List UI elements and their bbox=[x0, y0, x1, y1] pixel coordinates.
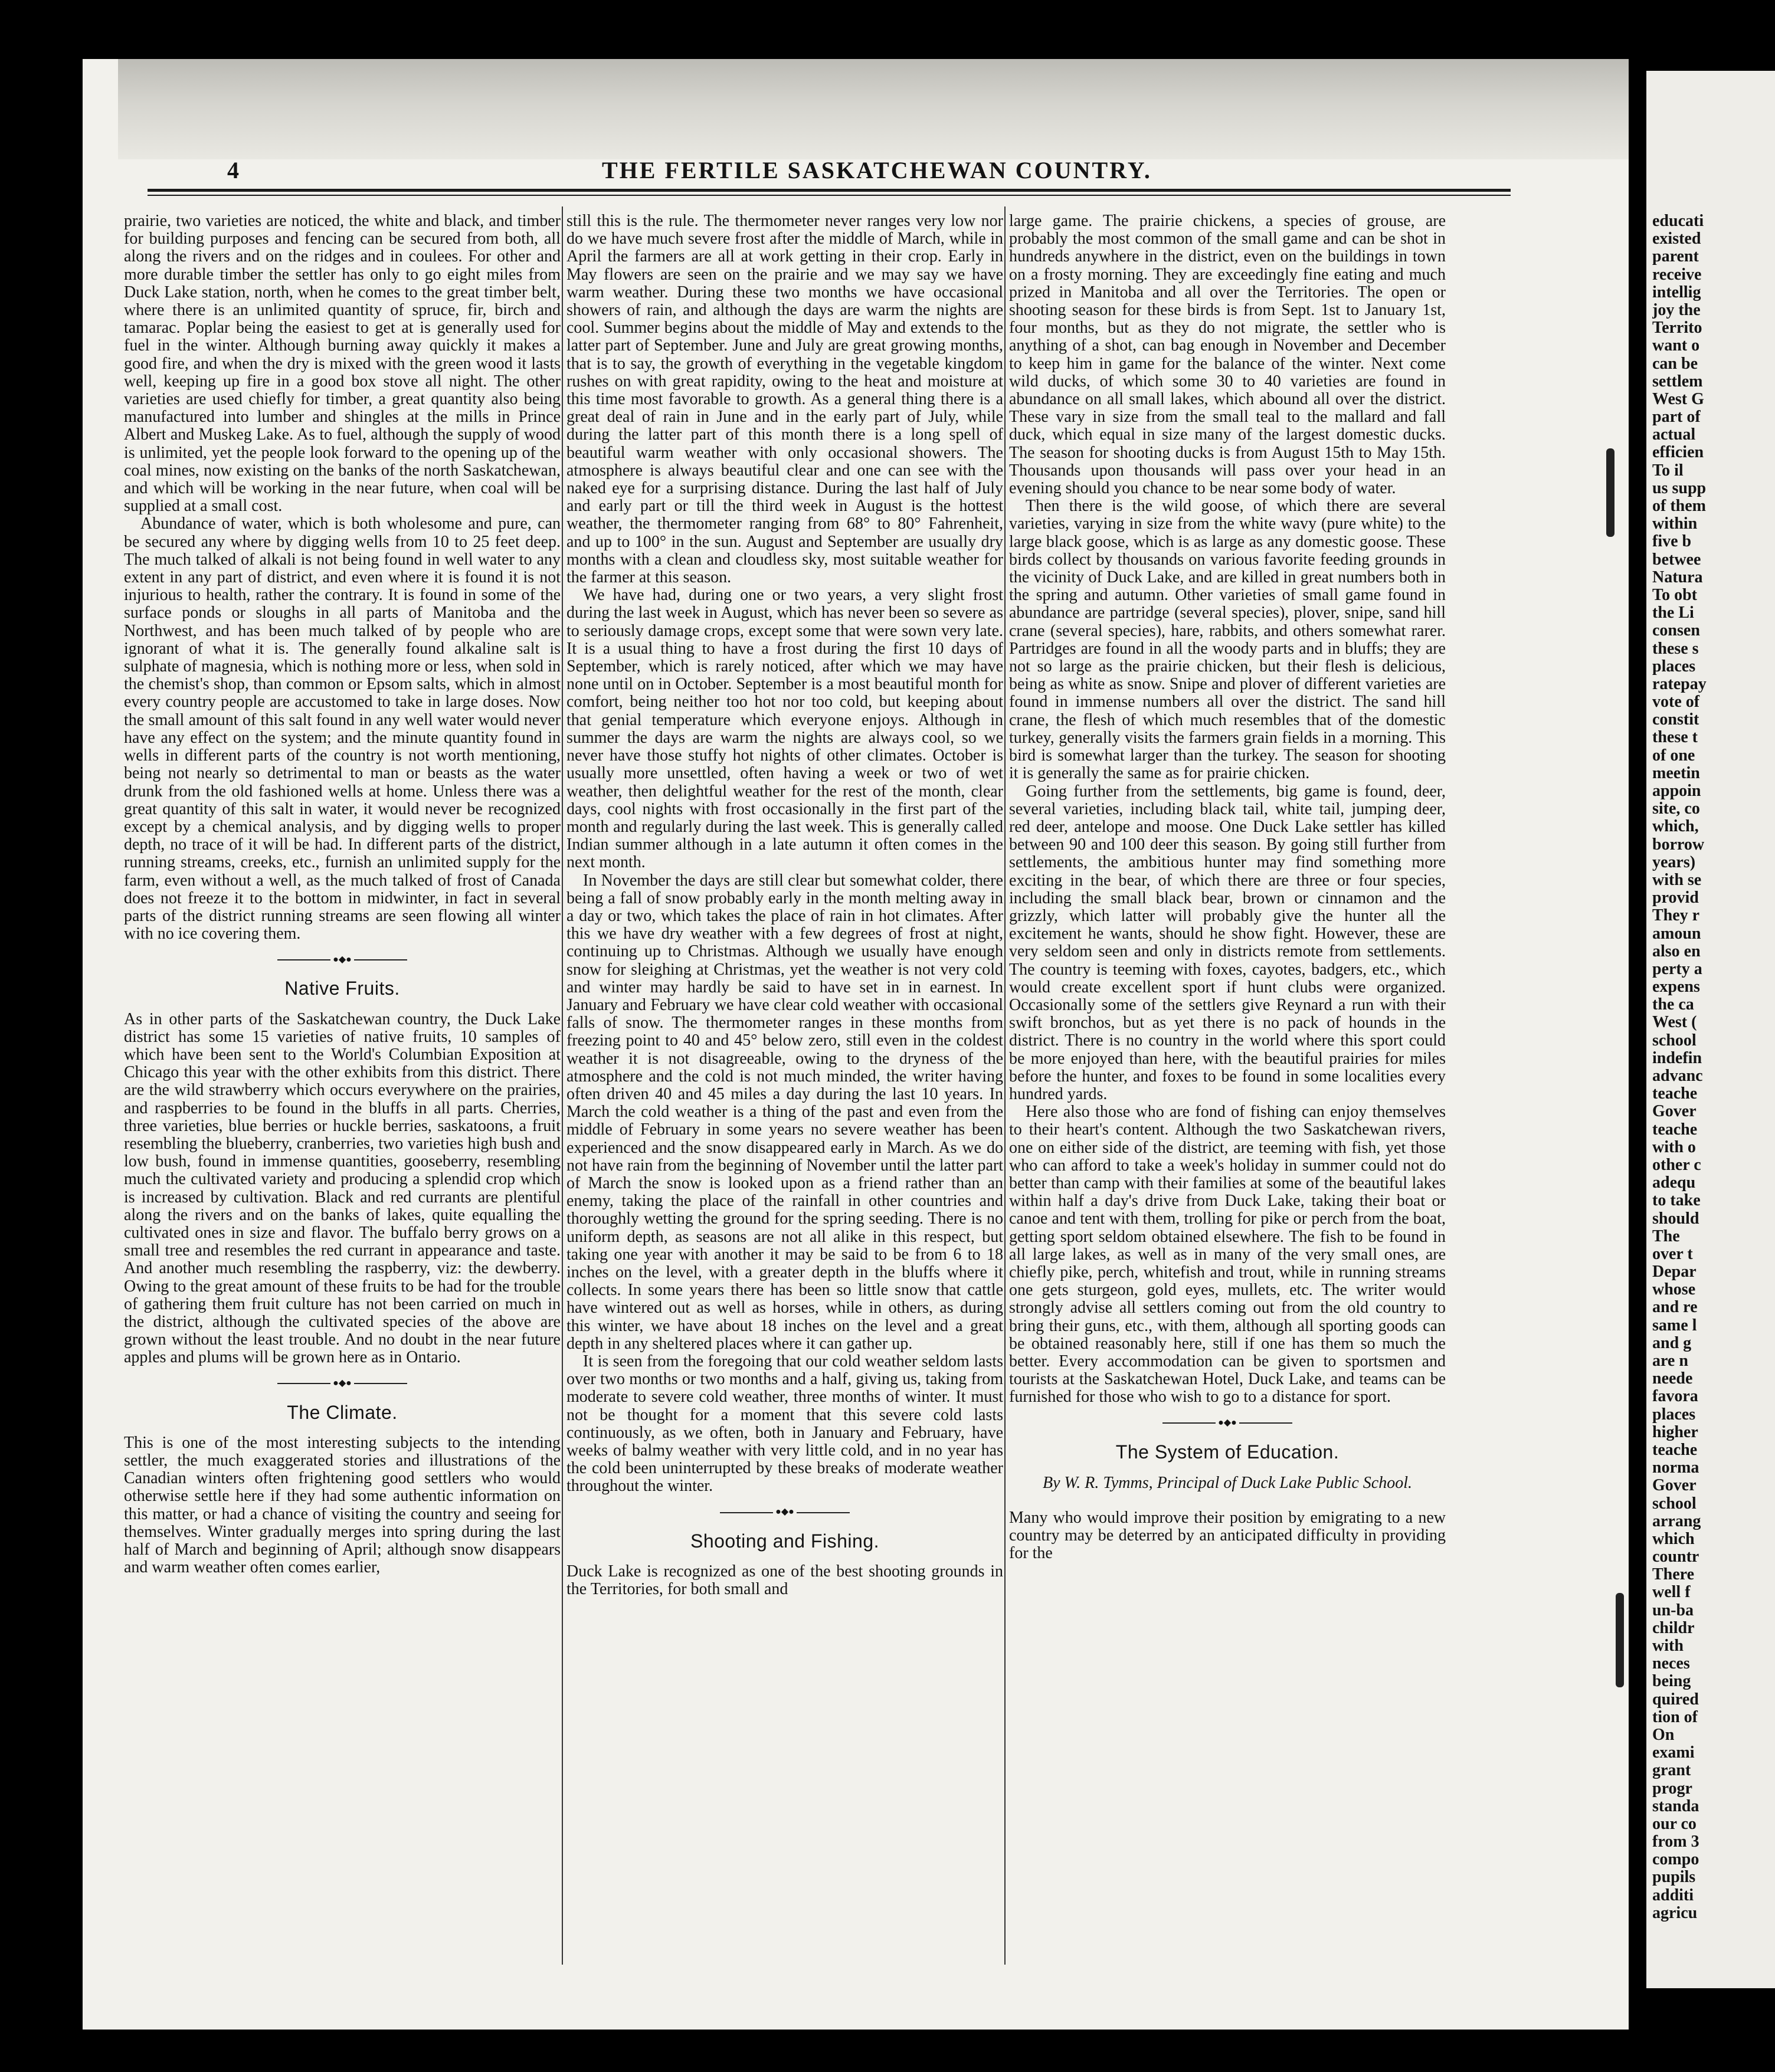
fragment-line: Gover bbox=[1652, 1103, 1697, 1121]
fragment-line: meetin bbox=[1652, 764, 1700, 782]
fragment-line: from 3 bbox=[1652, 1833, 1699, 1851]
fragment-line: quired bbox=[1652, 1690, 1699, 1709]
fragment-line: advanc bbox=[1652, 1067, 1703, 1085]
fragment-line: countr bbox=[1652, 1548, 1699, 1566]
fragment-line: ratepay bbox=[1652, 675, 1707, 693]
column-rule bbox=[1004, 206, 1006, 1965]
fragment-line: our co bbox=[1652, 1815, 1697, 1833]
paragraph: In November the days are still clear but somewhat colder, there being a fall of snow probably early in the month melting away in a day or two, which takes the place of rain in hot climates. After this we have dry weather with a few degrees of frost at night, continuing up to Christmas. Although we usually have enough snow for sleighing at Christmas, yet the weather is not very cold and winter may hardly be said to have set in in earnest. In January and February we have clear cold weather with occasional falls of snow. The thermometer ranges in these months from freezing point to 40 and 45° below zero, still even in the coldest weather it is not disagreeable, owing to the dryness of the atmosphere and the cold is not much minded, the writer having often driven 40 and 45 miles a day during the last 10 years. In March the cold weather is a thing of the past and even from the middle of February in some years no severe weather has been experienced and the snow disappeared early in March. As we do not have rain from the beginning of November until the latter part of March the snow is looked upon as a friend rather than an enemy, taking the place of the rainfall in other countries and thoroughly wetting the ground for the spring seeding. There is no uniform depth, as seasons are not all alike in this respect, but taking one year with another it may be said to be from 6 to 18 inches on the level, with a greater depth in the bluffs where it collects. In some years there has been so little snow that cattle have wintered out as well as horses, while in others, as during this winter, we have about 18 inches on the level and a great depth in any sheltered places where it can gather up. bbox=[566, 871, 1003, 1353]
paragraph: Then there is the wild goose, of which there are several varieties, varying in size from the white wavy (pure white) to the large black goose, which is as large as any domestic goose. These birds collect by thousands on various favorite feeding grounds in the vicinity of Duck Lake, and are killed in great numbers both in the spring and autumn. Other varieties of small game found in abundance are partridge (several species), plover, snipe, sand hill crane (several species), hare, rabbits, and others somewhat rarer. Partridges are found in all the woody parts and in bluffs; they are not so large as the prairie chicken, but their flesh is delicious, being as white as snow. Snipe and plover of different varieties are found in immense numbers all over the district. The sand hill crane, the flesh of which much resembles that of the domestic turkey, generally visits the farmers grain fields in a morning. This bird is somewhat larger than the turkey. The season for shooting it is generally the same as for prairie chicken. bbox=[1009, 497, 1446, 783]
fragment-line: arrang bbox=[1652, 1512, 1701, 1530]
fragment-line: intellig bbox=[1652, 283, 1701, 301]
fragment-line: should bbox=[1652, 1209, 1699, 1228]
fragment-line: expens bbox=[1652, 978, 1700, 996]
fragment-line: Natura bbox=[1652, 568, 1703, 586]
adjacent-page-fragments bbox=[1652, 212, 1770, 1922]
binding-clip-top bbox=[1606, 448, 1614, 537]
heading-the-climate: The Climate. bbox=[287, 1401, 398, 1423]
section-separator: ●◆● bbox=[1009, 1414, 1446, 1432]
fragment-line: educati bbox=[1652, 212, 1704, 230]
paragraph: Going further from the settlements, big game is found, deer, several varieties, including black tail, white tail, jumping deer, red deer, antelope and moose. One Duck Lake settler has killed between 90 and 100 deer this season. By going still further from settlements, the ambitious hunter may find something more exciting in the bear, of which there are three or four species, including the small black bear, brown or cinnamon and the grizzly, which latter will probably give the hunter all the excitement he wants, should he show fight. However, these are very seldom seen and only in districts remote from settlements. The country is teeming with foxes, cayotes, badgers, etc., which would create excellent sport if hunt clubs were organized. Occasionally some of the settlers give Reynard a run with their swift bronchos, but as yet there is no pack of hounds in the district. There is no country in the world where this sport could be more enjoyed than here, with the beautiful prairies for miles before the hunter, and foxes to be found in some localities every hundred yards. bbox=[1009, 782, 1446, 1103]
paragraph: Abundance of water, which is both wholesome and pure, can be secured any where by digging wells from 10 to 25 feet deep. The much talked of alkali is not being found in well water to any extent in any part of district, and even where it is found it is not injurious to health, rather the contrary. It is found in some of the surface ponds or sloughs in all parts of Manitoba and the Northwest, and has been much talked of by people who are ignorant of what it is. The generally found alkaline salt is sulphate of magnesia, which is nothing more or less, when sold in the chemist's shop, than common or Epsom salts, which in almost every country people are accustomed to take in large doses. Now the small amount of this salt found in any well water would never have any effect on the system; and the minute quantity found in wells in different parts of the country is not worth mentioning, being not nearly so detrimental to man or beasts as the water drunk from the old fashioned wells at home. Unless there was a great quantity of this salt in water, it would never be recognized except by a chemical analysis, and by digging wells to proper depth, no trace of it will be had. In different parts of the district, running streams, creeks, etc., furnish an unlimited supply for the farm, even without a well, as the much talked of frost of Canada does not freeze it to the bottom in midwinter, in fact in several parts of the district running streams are seen flowing all winter with no ice covering them. bbox=[124, 514, 561, 943]
fragment-line: site, co bbox=[1652, 800, 1700, 818]
fragment-line: places bbox=[1652, 657, 1696, 676]
fragment-line: actual bbox=[1652, 426, 1696, 444]
paragraph: We have had, during one or two years, a very slight frost during the last week in August, which has never been so severe as to seriously damage crops, except some that were sown very late. It is a usual thing to have a frost during the first 10 days of September, which is rarely noticed, after which we may have none until on in October. September is a most beautiful month for comfort, being neither too hot nor too cold, but keeping about that genial temperature which everyone enjoys. Although in summer the days are warm the nights are always cool, so we never have those stuffy hot nights of other climates. October is usually more unsettled, often having a week or two of wet weather, then delightful weather for the rest of the month, clear days, cool nights with frost occasionally in the first part of the month and regularly during the last week. This is generally called Indian summer although in a late autumn it often comes in the next month. bbox=[566, 586, 1003, 872]
fragment-line: tion of bbox=[1652, 1708, 1698, 1726]
fragment-line: to take bbox=[1652, 1192, 1701, 1210]
section-separator: ●◆● bbox=[124, 950, 561, 969]
fragment-line: the ca bbox=[1652, 996, 1694, 1014]
fragment-line: places bbox=[1652, 1405, 1696, 1424]
fragment-line: these s bbox=[1652, 640, 1699, 658]
fragment-line: want o bbox=[1652, 337, 1700, 355]
fragment-line: within bbox=[1652, 515, 1698, 533]
fragment-line: five b bbox=[1652, 533, 1692, 551]
fragment-line: of one bbox=[1652, 746, 1695, 765]
heading-native-fruits: Native Fruits. bbox=[284, 978, 400, 999]
paragraph: still this is the rule. The thermometer never ranges very low nor do we have much severe frost after the middle of March, while in April the farmers are all at work getting in their crop. Early in May flowers are seen on the prairie and we may say we have warm weather. During these two months we have occasional showers of rain, and although the days are warm the nights are cool. Summer begins about the middle of May and extends to the latter part of September. June and July are great growing months, that is to say, the growth of everything in the vegetable kingdom rushes on with great rapidity, owing to the heat and moisture at this time most favorable to growth. As a general thing there is a great deal of rain in June and in the early part of July, while during the latter part of this month there is a long spell of beautiful warm weather with only occasional showers. The atmosphere is always beautiful clear and one can see with the naked eye for a surprising distance. During the last half of July and early part or till the third week in August is the hottest weather, the thermometer ranging from 68° to 80° Fahrenheit, and up to 100° in the sun. August and September are usually dry months with a clean and cloudless sky, most suitable weather for the farmer at this season. bbox=[566, 212, 1003, 587]
fragment-line: exami bbox=[1652, 1744, 1695, 1762]
fragment-line: provid bbox=[1652, 889, 1699, 907]
paragraph: Duck Lake is recognized as one of the best shooting grounds in the Territories, for both small and bbox=[566, 1562, 1003, 1598]
fragment-line: perty a bbox=[1652, 960, 1702, 978]
fragment-line: other c bbox=[1652, 1156, 1701, 1174]
fragment-line: existed bbox=[1652, 230, 1701, 248]
paragraph: It is seen from the foregoing that our cold weather seldom lasts over two months or two months and a half, giving us, taking from moderate to severe cold weather, three months of winter. It must not be thought for a moment that this severe cold lasts continuously, as we often, both in January and February, have weeks of balmy weather with very little cold, and in no year has the cold been uninterrupted by these breaks of moderate weather throughout the winter. bbox=[566, 1352, 1003, 1496]
fragment-line: vote of bbox=[1652, 693, 1700, 712]
fragment-line: To il bbox=[1652, 461, 1684, 480]
paragraph: Many who would improve their position by emigrating to a new country may be deterred by an anticipated difficulty in providing for the bbox=[1009, 1508, 1446, 1563]
section-separator: ●◆● bbox=[124, 1374, 561, 1393]
fragment-line: un-ba bbox=[1652, 1601, 1694, 1619]
fragment-line: consen bbox=[1652, 622, 1700, 640]
fragment-line: They r bbox=[1652, 907, 1700, 925]
page-number: 4 bbox=[227, 157, 239, 183]
fragment-line: indefin bbox=[1652, 1049, 1702, 1067]
paragraph: large game. The prairie chickens, a species of grouse, are probably the most common of the small game and can be shot in hundreds anywhere in the district, even on the buildings in town on a frosty morning. They are exceedingly fine eating and much prized in Manitoba and all over the Territories. The open or shooting season for these birds is from Sept. 1st to January 1st, four months, but as they do not migrate, the settler who is anything of a shot, can bag enough in November and December to keep him in game for the balance of the winter. Next come wild ducks, of which some 30 to 40 varieties are found in abundance on all small lakes, which abound all over the district. These vary in size from the small teal to the mallard and fall duck, which equal in size many of the largest domestic ducks. The season for shooting ducks is from August 15th to May 15th. Thousands upon thousands will pass over your head in an evening should you chance to be near some body of water. bbox=[1009, 212, 1446, 498]
fragment-line: constit bbox=[1652, 711, 1699, 729]
fragment-line: childr bbox=[1652, 1619, 1695, 1637]
fragment-line: and g bbox=[1652, 1334, 1692, 1352]
fragment-line: betwee bbox=[1652, 550, 1701, 569]
fragment-line: progr bbox=[1652, 1779, 1692, 1798]
fragment-line: The bbox=[1652, 1227, 1680, 1245]
fragment-line: Territo bbox=[1652, 319, 1702, 337]
column-2 bbox=[566, 212, 1003, 1598]
fragment-line: these t bbox=[1652, 729, 1698, 747]
fragment-line: with o bbox=[1652, 1138, 1696, 1156]
fragment-line: West ( bbox=[1652, 1014, 1697, 1032]
fragment-line: amoun bbox=[1652, 924, 1701, 943]
fragment-line: parent bbox=[1652, 248, 1699, 266]
torn-page-top bbox=[118, 59, 1629, 159]
fragment-line: part of bbox=[1652, 408, 1701, 427]
header-rule-thin bbox=[148, 195, 1511, 196]
fragment-line: over t bbox=[1652, 1245, 1693, 1263]
fragment-line: On bbox=[1652, 1726, 1675, 1744]
fragment-line: settlem bbox=[1652, 372, 1703, 391]
fragment-line: being bbox=[1652, 1673, 1691, 1691]
heading-shooting-and-fishing: Shooting and Fishing. bbox=[690, 1530, 880, 1552]
fragment-line: which, bbox=[1652, 818, 1699, 836]
paragraph: prairie, two varieties are noticed, the white and black, and timber for building purposes and fencing can be secured from both, all along the rivers and on the ridges and in coulees. For other and more durable timber the settler has only to go eight miles from Duck Lake station, north, when he comes to the great timber belt, where there is an unlimited quantity of spruce, fir, birch and tamarac. Poplar being the easiest to get at is generally used for fuel in the winter. Although burning away quickly it makes a good fire, and when the dry is mixed with the green wood it lasts well, keeping up fire in a good box stove all night. The other varieties are used chiefly for timber, a great quantity also being manufactured into lumber and shingles at the mills in Prince Albert and Muskeg Lake. As to fuel, although the supply of wood is unlimited, yet the people look forward to the opening up of the coal mines, now existing on the banks of the north Saskatchewan, and which will be working in the near future, when coal will be supplied at a small cost. bbox=[124, 212, 561, 516]
paragraph: Here also those who are fond of fishing can enjoy themselves to their heart's content. Although the two Saskatchewan rivers, one on either side of the district, are teeming with fish, yet those who can afford to take a week's holiday in summer could not do better than camp with their families at some of the beautiful lakes within half a day's drive from Duck Lake, taking their boat or canoe and tent with them, trolling for pike or perch from the boat, getting sport seldom obtained elsewhere. The fish to be found in all large lakes, as well as in many of the very small ones, are chiefly pike, perch, whitefish and trout, while in running streams one gets sturgeon, gold eyes, mullets, etc. The writer would strongly advise all settlers coming out from the old country to bring their guns, etc., with them, although all sporting goods can be obtained reasonably here, still if one has them so much the better. Every accommodation can be given to sportsmen and tourists at the Saskatchewan Hotel, Duck Lake, and teams can be furnished for those who wish to go to a distance for sport. bbox=[1009, 1103, 1446, 1407]
fragment-line: teache bbox=[1652, 1120, 1698, 1139]
fragment-line: whose bbox=[1652, 1281, 1696, 1299]
column-1 bbox=[124, 212, 561, 1576]
fragment-line: the Li bbox=[1652, 604, 1694, 622]
fragment-line: teache bbox=[1652, 1441, 1698, 1459]
fragment-line: neede bbox=[1652, 1370, 1693, 1388]
fragment-line: compo bbox=[1652, 1851, 1699, 1869]
fragment-line: favora bbox=[1652, 1388, 1698, 1406]
fragment-line: of them bbox=[1652, 497, 1706, 515]
fragment-line: school bbox=[1652, 1494, 1697, 1513]
paragraph: This is one of the most interesting subjects to the intending settler, the much exaggerated stories and illustrations of the Canadian winters often frightening good settlers who would otherwise settle here if they had some authentic information on this matter, or had a chance of visiting the country and seeing for themselves. Winter gradually merges into spring during the last half of March and beginning of April; although snow disappears and warm weather often comes earlier, bbox=[124, 1433, 561, 1577]
fragment-line: and re bbox=[1652, 1299, 1698, 1317]
fragment-line: school bbox=[1652, 1031, 1697, 1050]
fragment-line: receive bbox=[1652, 265, 1702, 284]
fragment-line: are n bbox=[1652, 1352, 1688, 1370]
binding-clip-bottom bbox=[1616, 1593, 1624, 1687]
fragment-line: adequ bbox=[1652, 1174, 1696, 1192]
page-header bbox=[83, 156, 1629, 209]
fragment-line: Gover bbox=[1652, 1477, 1697, 1495]
fragment-line: also en bbox=[1652, 942, 1701, 960]
fragment-line: with se bbox=[1652, 871, 1702, 889]
fragment-line: borrow bbox=[1652, 835, 1705, 854]
fragment-line: To obt bbox=[1652, 586, 1698, 604]
fragment-line: which bbox=[1652, 1530, 1695, 1548]
fragment-line: pupils bbox=[1652, 1868, 1696, 1887]
fragment-line: teache bbox=[1652, 1085, 1698, 1103]
fragment-line: us supp bbox=[1652, 479, 1707, 497]
fragment-line: same l bbox=[1652, 1316, 1697, 1335]
fragment-line: standa bbox=[1652, 1797, 1699, 1815]
fragment-line: neces bbox=[1652, 1655, 1690, 1673]
fragment-line: grant bbox=[1652, 1762, 1691, 1780]
fragment-line: agricu bbox=[1652, 1904, 1698, 1922]
fragment-line: efficien bbox=[1652, 444, 1704, 462]
fragment-line: West G bbox=[1652, 390, 1704, 408]
fragment-line: Depar bbox=[1652, 1263, 1697, 1281]
fragment-line: appoin bbox=[1652, 782, 1701, 800]
fragment-line: norma bbox=[1652, 1459, 1699, 1477]
fragment-line: with bbox=[1652, 1637, 1684, 1655]
fragment-line: joy the bbox=[1652, 301, 1701, 319]
fragment-line: additi bbox=[1652, 1886, 1694, 1904]
column-3 bbox=[1009, 212, 1446, 1562]
fragment-line: higher bbox=[1652, 1423, 1698, 1441]
fragment-line: There bbox=[1652, 1566, 1695, 1584]
section-separator: ●◆● bbox=[566, 1503, 1003, 1522]
fragment-line: years) bbox=[1652, 853, 1696, 871]
heading-system-of-education: The System of Education. bbox=[1115, 1441, 1340, 1463]
paragraph: As in other parts of the Saskatchewan country, the Duck Lake district has some 15 varieties of native fruits, 10 samples of which have been sent to the World's Columbian Exposition at Chicago this year with the other exhibits from this district. There are the wild strawberry which occurs everywhere on the prairies, and raspberries to be found in the bluffs in all parts. Cherries, three varieties, blue berries or huckle berries, saskatoons, a fruit resembling the blueberry, cranberries, two varieties high bush and low bush, found in immense quantities, gooseberry, resembling much the cultivated variety and producing a splendid crop which is increased by cultivation. Black and red currants are plentiful along the rivers and on the banks of lakes, quite equalling the cultivated ones in size and flavor. The buffalo berry grows on a small tree and resembles the red currant in appearance and taste. And another much resembling the raspberry, viz: the dewberry. Owing to the great amount of these fruits to be had for the trouble of gathering them fruit culture has not been carried on much in the district, although the cultivated species of the above are grown without the least trouble. And no doubt in the near future apples and plums will be grown here as in Ontario. bbox=[124, 1009, 561, 1367]
header-rule-thick bbox=[148, 189, 1511, 192]
byline: By W. R. Tymms, Principal of Duck Lake Public School. bbox=[1043, 1473, 1412, 1492]
column-rule bbox=[562, 206, 563, 1965]
fragment-line: well f bbox=[1652, 1583, 1691, 1602]
fragment-line: can be bbox=[1652, 355, 1698, 373]
running-title: THE FERTILE SASKATCHEWAN COUNTRY. bbox=[602, 157, 1152, 183]
